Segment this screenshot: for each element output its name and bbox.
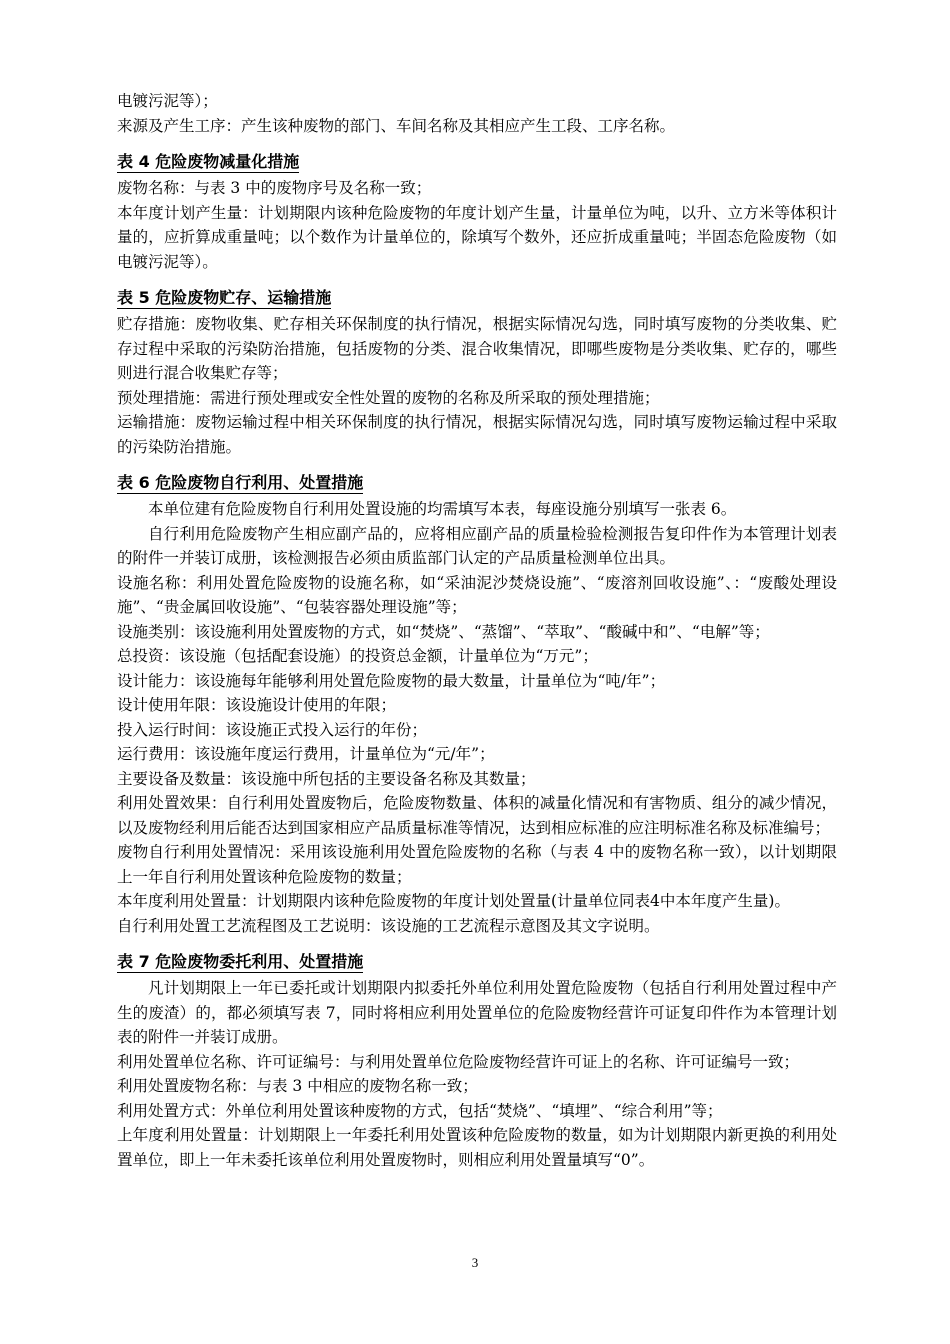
section-heading-table4: 表 4 危险废物减量化措施: [117, 152, 300, 171]
page-number: 3: [471, 1255, 479, 1270]
section-heading-table7: 表 7 危险废物委托利用、处置措施: [117, 952, 364, 971]
section-heading-table6: 表 6 危险废物自行利用、处置措施: [117, 473, 364, 492]
section-heading-table5: 表 5 危险废物贮存、运输措施: [117, 288, 332, 307]
paragraph: 本年度计划产生量：计划期限内该种危险废物的年度计划产生量，计量单位为吨，以升、立方米等体积计量的，应折算成重量吨；以个数作为计量单位的，除填写个数外，还应折成重量吨；半固态危险废物（如电镀污泥等）。: [117, 203, 837, 271]
paragraph: 上年度利用处置量：计划期限上一年委托利用处置该种危险废物的数量，如为计划期限内新更换的利用处置单位，即上一年未委托该单位利用处置废物时，则相应利用处置量填写“0”。: [117, 1126, 837, 1169]
intro-line: 来源及产生工序：产生该种废物的部门、车间名称及其相应产生工段、工序名称。: [117, 116, 676, 135]
paragraph: 本单位建有危险废物自行利用处置设施的均需填写本表，每座设施分别填写一张表 6。: [148, 500, 737, 518]
paragraph: 投入运行时间：该设施正式投入运行的年份；: [117, 720, 428, 739]
page-content: [117, 89, 837, 1172]
paragraph: 凡计划期限上一年已委托或计划期限内拟委托外单位利用处置危险废物（包括自行利用处置过程中产生的废渣）的，都必须填写表 7，同时将相应利用处置单位的危险废物经营许可证复印件作为本管理计划表的附件一并装订成册。: [117, 979, 837, 1046]
paragraph: 设计能力：该设施每年能够利用处置危险废物的最大数量，计量单位为“吨/年”；: [117, 671, 666, 690]
paragraph: 利用处置方式：外单位利用处置该种废物的方式，包括“焚烧”、“填埋”、“综合利用”等；: [117, 1101, 723, 1120]
paragraph: 运输措施：废物运输过程中相关环保制度的执行情况，根据实际情况勾选，同时填写废物运输过程中采取的污染防治措施。: [117, 413, 837, 456]
paragraph: 废物名称：与表 3 中的废物序号及名称一致；: [117, 179, 432, 197]
paragraph: 自行利用处置工艺流程图及工艺说明：该设施的工艺流程示意图及其文字说明。: [117, 916, 660, 935]
paragraph: 设计使用年限：该设施设计使用的年限；: [117, 696, 397, 714]
paragraph: 主要设备及数量：该设施中所包括的主要设备名称及其数量；: [117, 769, 536, 788]
paragraph: 自行利用危险废物产生相应副产品的，应将相应副产品的质量检验检测报告复印件作为本管理计划表的附件一并装订成册，该检测报告必须由质监部门认定的产品质量检测单位出具。: [117, 524, 837, 567]
paragraph: 运行费用：该设施年度运行费用，计量单位为“元/年”；: [117, 745, 495, 763]
paragraph: 设施名称：利用处置危险废物的设施名称，如“采油泥沙焚烧设施”、“废溶剂回收设施”、：“废酸处理设施”、“贵金属回收设施”、“包装容器处理设施”等；: [117, 573, 837, 616]
intro-line: 电镀污泥等）；: [117, 92, 218, 110]
paragraph: 利用处置效果：自行利用处置废物后，危险废物数量、体积的减量化情况和有害物质、组分的减少情况，以及废物经利用后能否达到国家相应产品质量标准等情况，达到相应标准的应注明标准名称及标准编号；: [117, 794, 837, 837]
paragraph: 预处理措施：需进行预处理或安全性处置的废物的名称及所采取的预处理措施；: [117, 388, 660, 407]
paragraph: 废物自行利用处置情况：采用该设施利用处置危险废物的名称（与表 4 中的废物名称一致），以计划期限上一年自行利用处置该种危险废物的数量；: [117, 843, 837, 886]
paragraph: 贮存措施：废物收集、贮存相关环保制度的执行情况，根据实际情况勾选，同时填写废物的分类收集、贮存过程中采取的污染防治措施，包括废物的分类、混合收集情况，即哪些废物是分类收集、贮存的，哪些则进行混合收集贮存等；: [117, 315, 837, 382]
paragraph: 利用处置单位名称、许可证编号：与利用处置单位危险废物经营许可证上的名称、许可证编号一致；: [117, 1052, 800, 1071]
paragraph: 本年度利用处置量：计划期限内该种危险废物的年度计划处置量(计量单位同表4中本年度产生量)。: [117, 892, 790, 910]
paragraph: 总投资：该设施（包括配套设施）的投资总金额，计量单位为“万元”；: [117, 647, 598, 665]
paragraph: 利用处置废物名称：与表 3 中相应的废物名称一致；: [117, 1077, 478, 1095]
paragraph: 设施类别：该设施利用处置废物的方式，如“焚烧”、“蒸馏”、“萃取”、“酸碱中和”、“电解”等；: [117, 622, 770, 641]
